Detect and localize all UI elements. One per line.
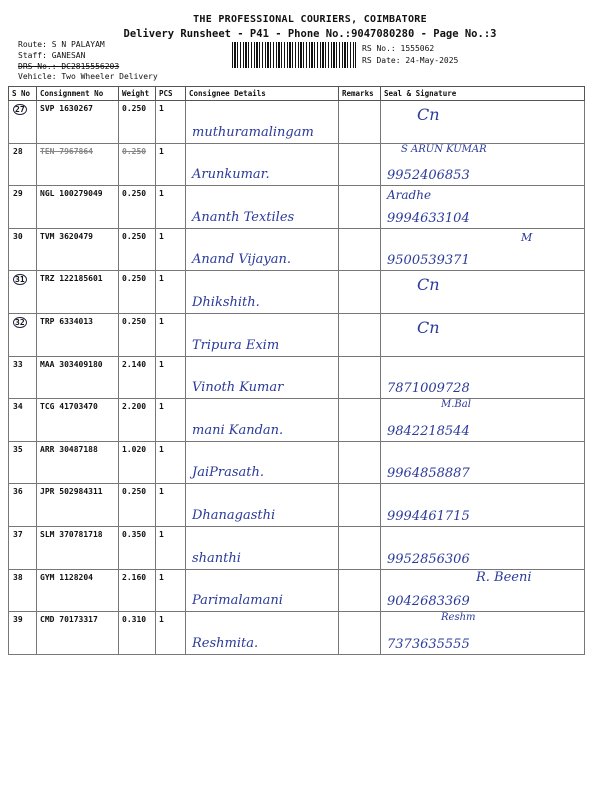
row-sno: 32: [9, 313, 37, 356]
consignee-handwriting: shanthi: [192, 550, 241, 566]
signature-name: Reshm: [441, 612, 476, 624]
col-sno: S No: [9, 87, 37, 101]
table-row: [9, 228, 585, 271]
row-signature: [381, 612, 585, 655]
row-remarks: [339, 569, 381, 612]
row-signature: [381, 313, 585, 356]
row-weight: 2.200: [119, 399, 156, 442]
table-row: [9, 271, 585, 314]
signature-mark: Cn: [417, 317, 440, 337]
row-pcs: 1: [156, 484, 186, 527]
row-consignee: [186, 484, 339, 527]
row-consignment-no: SLM 370781718: [37, 526, 119, 569]
table-row: [9, 186, 585, 229]
row-signature: [381, 228, 585, 271]
route-label: Route: S N PALAYAM: [18, 40, 105, 49]
row-weight: 0.250: [119, 313, 156, 356]
table-header-row: [9, 87, 585, 101]
row-remarks: [339, 313, 381, 356]
row-sno: 37: [9, 526, 37, 569]
row-signature: [381, 101, 585, 144]
row-consignment-no: MAA 303409180: [37, 356, 119, 399]
row-remarks: [339, 399, 381, 442]
consignee-handwriting: JaiPrasath.: [192, 465, 264, 481]
signature-phone: 9964858887: [387, 466, 470, 482]
row-sno: 35: [9, 441, 37, 484]
row-weight: 2.140: [119, 356, 156, 399]
col-signature: Seal & Signature: [381, 87, 585, 101]
table-row: [9, 612, 585, 655]
row-sno: 30: [9, 228, 37, 271]
table-row: [9, 356, 585, 399]
row-pcs: 1: [156, 228, 186, 271]
row-weight: 0.350: [119, 526, 156, 569]
row-remarks: [339, 228, 381, 271]
row-remarks: [339, 143, 381, 186]
signature-name: S ARUN KUMAR: [401, 143, 487, 155]
consignee-handwriting: Ananth Textiles: [192, 209, 295, 225]
consignee-handwriting: Arunkumar.: [192, 167, 270, 183]
row-weight: 0.250: [119, 101, 156, 144]
row-consignment-no: JPR 502984311: [37, 484, 119, 527]
row-signature: [381, 399, 585, 442]
signature-name: Aradhe: [387, 188, 432, 203]
row-pcs: 1: [156, 271, 186, 314]
row-remarks: [339, 526, 381, 569]
row-pcs: 1: [156, 399, 186, 442]
consignee-handwriting: Vinoth Kumar: [192, 380, 284, 396]
row-signature: [381, 356, 585, 399]
row-remarks: [339, 612, 381, 655]
row-consignee: [186, 441, 339, 484]
row-sno: 36: [9, 484, 37, 527]
consignee-handwriting: Dhikshith.: [192, 294, 260, 310]
row-sno: 28: [9, 143, 37, 186]
row-remarks: [339, 441, 381, 484]
row-consignment-no: NGL 100279049: [37, 186, 119, 229]
signature-phone: 9952406853: [387, 168, 470, 184]
row-consignment-no: GYM 1128204: [37, 569, 119, 612]
consignee-handwriting: Dhanagasthi: [192, 507, 276, 523]
signature-mark: Cn: [417, 105, 440, 124]
company-title: THE PROFESSIONAL COURIERS, COIMBATORE: [193, 14, 427, 25]
rs-number: RS No.: 1555062: [362, 44, 435, 53]
row-weight: 0.250: [119, 228, 156, 271]
row-signature: [381, 186, 585, 229]
row-weight: 0.250: [119, 186, 156, 229]
table-row: [9, 101, 585, 144]
row-remarks: [339, 271, 381, 314]
row-signature: [381, 526, 585, 569]
table-row: [9, 399, 585, 442]
row-consignee: [186, 356, 339, 399]
row-consignee: [186, 228, 339, 271]
signature-phone: 9952856306: [387, 551, 470, 567]
table-row: [9, 526, 585, 569]
consignee-handwriting: muthuramalingam: [192, 124, 314, 140]
row-weight: 0.250: [119, 143, 156, 186]
consignee-handwriting: Reshmita.: [192, 635, 259, 651]
consignee-handwriting: Anand Vijayan.: [192, 252, 292, 268]
row-remarks: [339, 101, 381, 144]
table-row: [9, 143, 585, 186]
row-signature: [381, 271, 585, 314]
row-remarks: [339, 356, 381, 399]
drs-number: DRS No.: DC2815556203: [18, 62, 120, 71]
row-weight: 0.310: [119, 612, 156, 655]
row-pcs: 1: [156, 441, 186, 484]
row-consignee: [186, 271, 339, 314]
runsheet-subtitle: Delivery Runsheet - P41 - Phone No.:9047080280 - Page No.:3: [123, 28, 497, 40]
table-row: [9, 313, 585, 356]
col-weight: Weight: [119, 87, 156, 101]
col-remarks: Remarks: [339, 87, 381, 101]
row-consignment-no: TEN 7967864: [37, 143, 119, 186]
row-signature: [381, 143, 585, 186]
row-consignee: [186, 569, 339, 612]
row-consignee: [186, 313, 339, 356]
row-sno: 33: [9, 356, 37, 399]
signature-phone: 9994461715: [387, 508, 470, 524]
consignee-handwriting: mani Kandan.: [192, 422, 284, 438]
row-remarks: [339, 484, 381, 527]
signature-name: M: [521, 230, 533, 244]
row-weight: 0.250: [119, 271, 156, 314]
row-sno: 39: [9, 612, 37, 655]
signature-name: M.Bal: [441, 399, 471, 411]
row-consignment-no: TRP 6334013: [37, 313, 119, 356]
row-remarks: [339, 186, 381, 229]
row-pcs: 1: [156, 313, 186, 356]
signature-phone: 7373635555: [387, 636, 470, 652]
signature-phone: 9500539371: [387, 253, 470, 269]
consignee-handwriting: Parimalamani: [192, 593, 283, 609]
row-signature: [381, 484, 585, 527]
signature-phone: 9042683369: [387, 594, 470, 610]
row-consignment-no: CMD 70173317: [37, 612, 119, 655]
row-signature: [381, 441, 585, 484]
row-pcs: 1: [156, 569, 186, 612]
row-consignee: [186, 186, 339, 229]
row-pcs: 1: [156, 143, 186, 186]
signature-mark: Cn: [417, 275, 440, 295]
row-consignee: [186, 143, 339, 186]
row-sno: 29: [9, 186, 37, 229]
row-consignee: [186, 399, 339, 442]
col-pcs: PCS: [156, 87, 186, 101]
row-sno: 38: [9, 569, 37, 612]
row-consignee: [186, 526, 339, 569]
row-signature: [381, 569, 585, 612]
consignee-handwriting: Tripura Exim: [192, 337, 280, 353]
signature-phone: 7871009728: [387, 381, 470, 397]
row-pcs: 1: [156, 612, 186, 655]
row-weight: 2.160: [119, 569, 156, 612]
col-consignee: Consignee Details: [186, 87, 339, 101]
row-consignee: [186, 101, 339, 144]
runsheet-table: [8, 86, 585, 655]
signature-name: R. Beeni: [476, 569, 532, 585]
row-sno: 27: [9, 101, 37, 144]
rs-date: RS Date: 24-May-2025: [362, 56, 459, 65]
row-sno: 31: [9, 271, 37, 314]
row-consignment-no: TVM 3620479: [37, 228, 119, 271]
row-consignment-no: TCG 41703470: [37, 399, 119, 442]
staff-label: Staff: GANESAN: [18, 51, 86, 60]
row-consignment-no: ARR 30487188: [37, 441, 119, 484]
row-pcs: 1: [156, 101, 186, 144]
row-sno: 34: [9, 399, 37, 442]
signature-phone: 9994633104: [387, 210, 470, 226]
table-row: [9, 484, 585, 527]
table-row: [9, 569, 585, 612]
vehicle-label: Vehicle: Two Wheeler Delivery: [18, 72, 158, 81]
row-weight: 0.250: [119, 484, 156, 527]
row-consignment-no: TRZ 122185601: [37, 271, 119, 314]
row-consignee: [186, 612, 339, 655]
barcode: [232, 42, 356, 68]
row-pcs: 1: [156, 526, 186, 569]
signature-phone: 9842218544: [387, 423, 470, 439]
row-weight: 1.020: [119, 441, 156, 484]
col-consignment: Consignment No: [37, 87, 119, 101]
table-row: [9, 441, 585, 484]
row-pcs: 1: [156, 186, 186, 229]
row-consignment-no: SVP 1630267: [37, 101, 119, 144]
row-pcs: 1: [156, 356, 186, 399]
